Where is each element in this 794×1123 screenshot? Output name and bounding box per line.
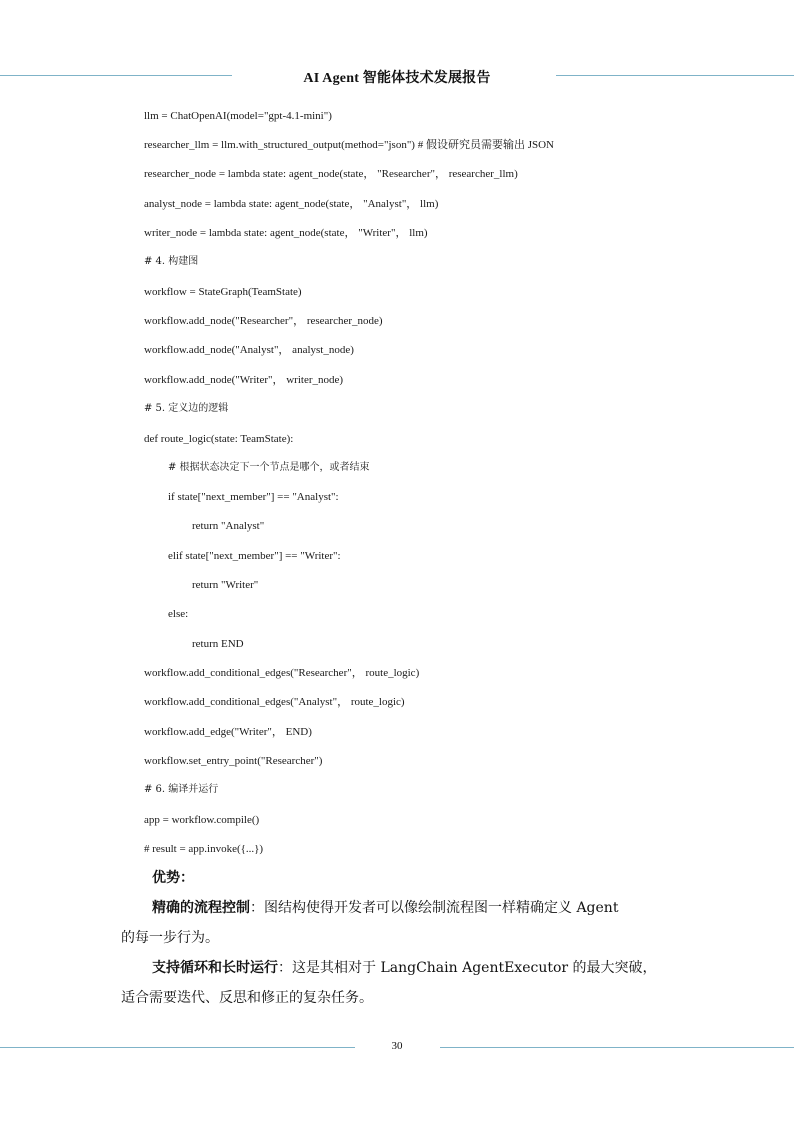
advantage-item-1-line-2: 的每一步行为。 — [121, 930, 219, 946]
code-line: workflow.add_edge("Writer"， END) — [144, 726, 312, 738]
code-line: workflow.add_conditional_edges("Analyst"， route_logic) — [144, 696, 405, 708]
code-comment: # 根据状态决定下一个节点是哪个，或者结束 — [168, 462, 370, 473]
code-line: return "Analyst" — [192, 520, 265, 532]
header-title: AI Agent 智能体技术发展报告 — [303, 71, 491, 86]
advantage-item-1-title: 精确的流程控制 — [152, 900, 250, 916]
advantage-item-2-line-2: 适合需要迭代、反思和修正的复杂任务。 — [121, 990, 373, 1006]
code-line: writer_node = lambda state: agent_node(state， "Writer"， llm) — [144, 227, 428, 239]
advantage-item-2-line-1 — [152, 958, 682, 978]
code-line: researcher_llm = llm.with_structured_output(method="json") # 假设研究员需要输出 JSON — [144, 139, 555, 151]
code-line: analyst_node = lambda state: agent_node(state， "Analyst"， llm) — [144, 198, 439, 210]
code-line: if state["next_member"] == "Analyst": — [168, 491, 339, 503]
code-line: else: — [168, 608, 189, 620]
advantage-item-1-text: ：图结构使得开发者可以像绘制流程图一样精确定义 Agent — [250, 900, 619, 916]
code-line: llm = ChatOpenAI(model="gpt-4.1-mini") — [144, 110, 332, 122]
advantage-item-2-title: 支持循环和长时运行 — [152, 960, 278, 976]
code-line: workflow.add_node("Writer"， writer_node) — [144, 374, 344, 386]
code-comment: # 4. 构建图 — [144, 256, 199, 267]
code-line: researcher_node = lambda state: agent_node(state， "Researcher"， researcher_llm) — [144, 168, 518, 180]
code-line: workflow.add_conditional_edges("Researcher"， route_logic) — [144, 667, 420, 679]
advantage-item-1-line-1 — [152, 898, 682, 918]
code-line: workflow = StateGraph(TeamState) — [144, 286, 302, 298]
code-line: # result = app.invoke({...}) — [144, 843, 264, 855]
code-line: return END — [192, 638, 244, 650]
page-number: 30 — [391, 1040, 403, 1052]
code-line: workflow.add_node("Analyst"， analyst_node) — [144, 344, 354, 356]
advantages-heading — [152, 868, 194, 888]
code-line: workflow.add_node("Researcher"， researcher_node) — [144, 315, 383, 327]
code-line: def route_logic(state: TeamState): — [144, 433, 294, 445]
code-comment: # 6. 编译并运行 — [144, 784, 219, 795]
code-line: workflow.set_entry_point("Researcher") — [144, 755, 323, 767]
code-line: return "Writer" — [192, 579, 259, 591]
code-comment: # 5. 定义边的逻辑 — [144, 403, 229, 414]
code-line: app = workflow.compile() — [144, 814, 260, 826]
code-line: elif state["next_member"] == "Writer": — [168, 550, 341, 562]
advantages-heading-text: 优势： — [152, 870, 194, 886]
advantage-item-2-text: ：这是其相对于 LangChain AgentExecutor 的最大突破， — [278, 960, 657, 976]
